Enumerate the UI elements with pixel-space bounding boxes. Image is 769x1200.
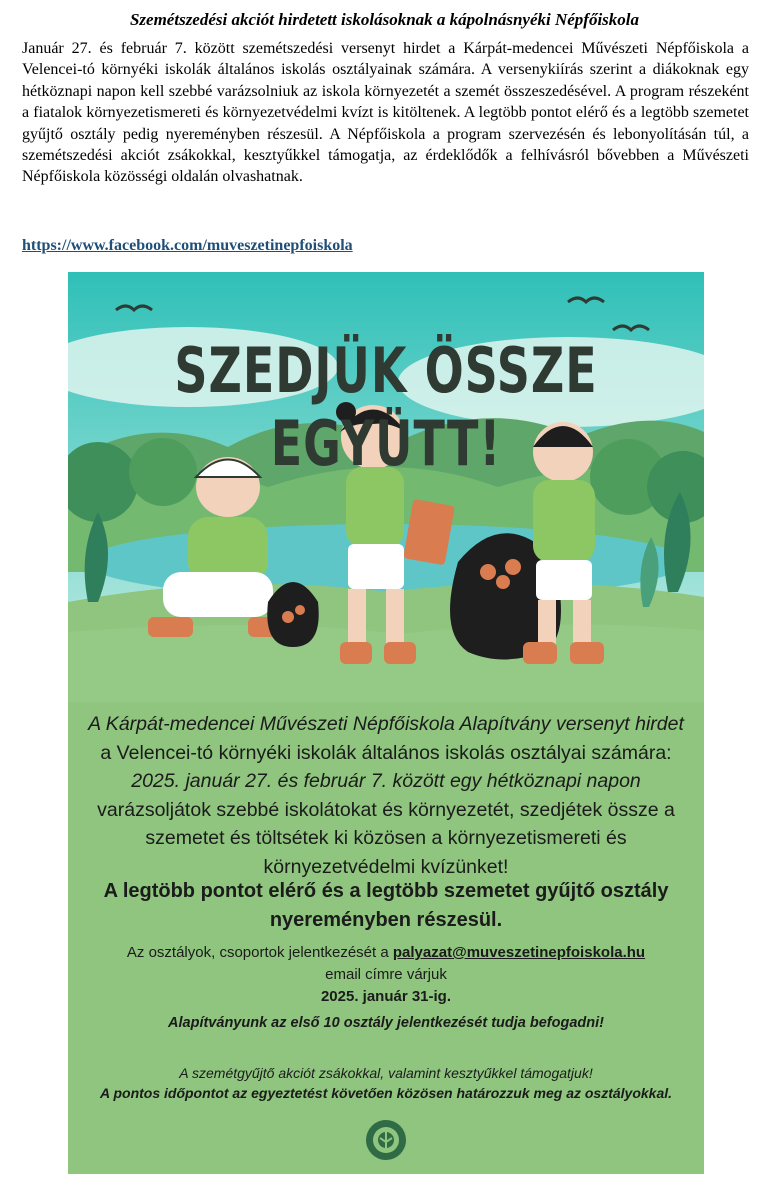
- campaign-poster: [68, 272, 704, 1174]
- poster-prize-statement: [68, 877, 704, 935]
- intro-line-6: környezetvédelmi kvízünket!: [263, 855, 509, 878]
- prize-line-2: nyereményben részesül.: [269, 909, 503, 931]
- article-body: Január 27. és február 7. között szemétszedési versenyt hirdet a Kárpát-medencei Művészeti Népfőiskola a Velencei-tó környéki iskolák általános iskolás osztályainak számára. A versenykiírás szerint a diákoknak egy hétköznapi napon kell szebbé varázsolniuk az iskola környezetét a szemét összeszedésével. A program részeként a fiatalok környezetismereti és környezetvédelmi kvízt is kitöltenek. A legtöbb pontot elérő és a legtöbb szemetet gyűjtő osztály pedig nyereményben részesül. A Népfőiskola a program szervezésén és lebonyolításán túl, a szemétszedési akciót zsákokkal, kesztyűkkel támogatja, az érdeklődők a felhívásról bővebben a Művészeti Népfőiskola közösségi oldalán olvashatnak.: [22, 40, 749, 186]
- apply-suffix: email címre várjuk: [325, 966, 447, 983]
- poster-support: A szemétgyűjtő akciót zsákokkal, valamint kesztyűkkel támogatjuk!: [179, 1065, 593, 1081]
- poster-schedule: A pontos időpontot az egyeztetést követően közösen határozzuk meg az osztályokkal.: [99, 1085, 673, 1101]
- poster-limit: Alapítványunk az első 10 osztály jelentkezését tudja befogadni!: [168, 1015, 604, 1031]
- poster-intro: [68, 710, 704, 881]
- foundation-seal-icon: [364, 1118, 408, 1162]
- apply-deadline: 2025. január 31-ig.: [320, 988, 452, 1005]
- facebook-link[interactable]: https://www.facebook.com/muveszetinepfoiskola: [22, 237, 353, 254]
- intro-line-1-rest: versenyt hirdet: [550, 713, 684, 735]
- intro-line-5: szemetet és töltsétek ki közösen a környezetismereti és: [145, 827, 627, 849]
- apply-email-link[interactable]: palyazat@muveszetinepfoiskola.hu: [392, 944, 646, 961]
- poster-application: [68, 942, 704, 1008]
- intro-line-3: 2025. január 27. és február 7. között egy hétköznapi napon: [131, 770, 641, 792]
- article-headline: Szemétszedési akciót hirdetett iskolásoknak a kápolnásnyéki Népfőiskola: [129, 10, 640, 29]
- prize-line-1: A legtöbb pontot elérő és a legtöbb szemetet gyűjtő osztály: [103, 880, 669, 902]
- intro-line-4: varázsoljátok szebbé iskolátokat és környezetét, szedjétek össze a: [97, 798, 675, 821]
- poster-title: SZEDJÜK ÖSSZE EGYÜTT!: [174, 334, 598, 480]
- intro-organization: A Kárpát-medencei Művészeti Népfőiskola Alapítvány: [88, 713, 551, 735]
- apply-prefix: Az osztályok, csoportok jelentkezését a: [126, 944, 393, 961]
- intro-line-2: a Velencei-tó környéki iskolák általános iskolás osztályai számára:: [100, 741, 672, 764]
